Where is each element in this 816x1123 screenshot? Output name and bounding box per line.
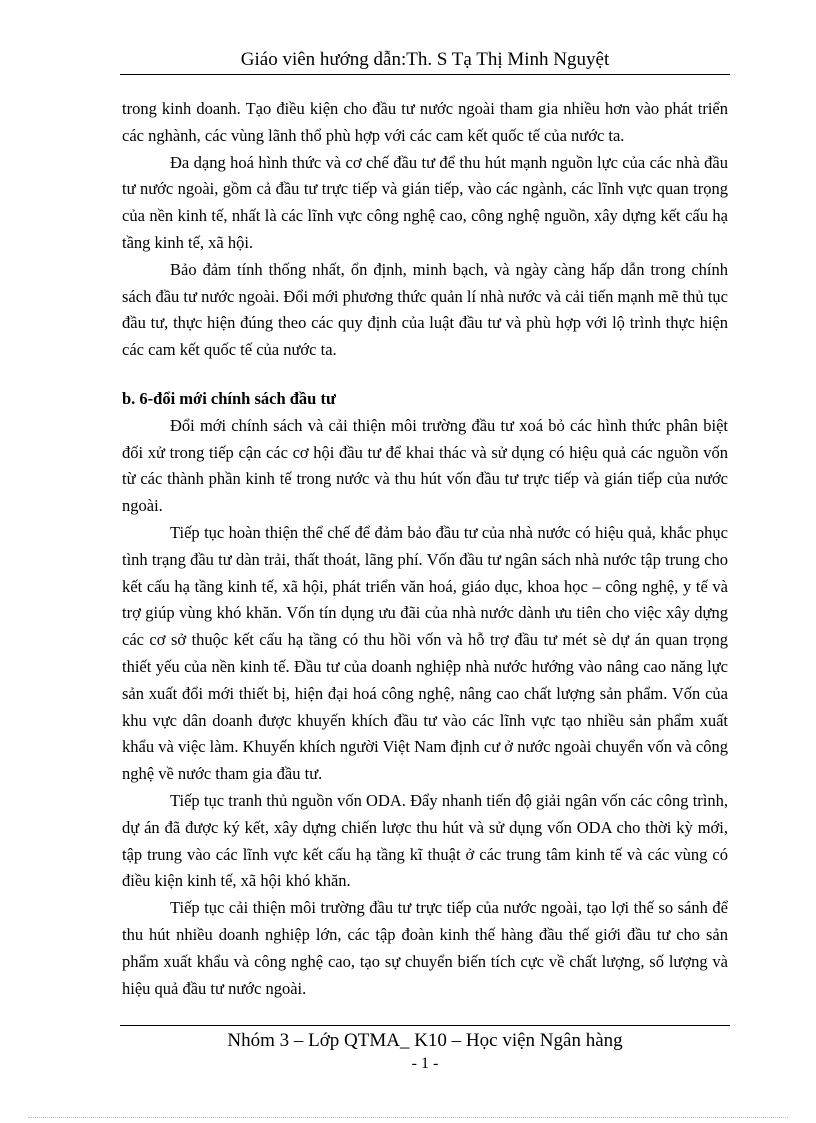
body-paragraph: Tiếp tục hoàn thiện thể chế để đảm bảo đầu tư của nhà nước có hiệu quả, khắc phục tình trạng đầu tư dàn trải, thất thoát, lãng phí. Vốn đầu tư ngân sách nhà nước tập trung cho kết cấu hạ tầng kinh tế, xã hội, phát triển văn hoá, giáo dục, khoa học – công nghệ, y tế và trợ giúp vùng khó khăn. Vốn tín dụng ưu đãi của nhà nước dành ưu tiên cho việc xây dựng các cơ sở thuộc kết cấu hạ tầng có thu hồi vốn và hỗ trợ đầu tư mét sè dự án quan trọng thiết yếu của nền kinh tế. Đầu tư của doanh nghiệp nhà nước hướng vào nâng cao năng lực sản xuất đổi mới thiết bị, hiện đại hoá công nghệ, nâng cao chất lượng sản phẩm. Vốn của khu vực dân doanh được khuyến khích đầu tư vào các lĩnh vực tạo nhiều sản phẩm xuất khẩu và việc làm. Khuyến khích người Việt Nam định cư ở nước ngoài chuyển vốn và công nghệ về nước tham gia đầu tư. bbox=[122, 522, 728, 784]
section-heading: b. 6-đổi mới chính sách đầu tư bbox=[122, 388, 336, 408]
footer-divider bbox=[120, 1025, 730, 1026]
body-paragraph: Bảo đảm tính thống nhất, ổn định, minh bạch, và ngày càng hấp dẫn trong chính sách đầu tư nước ngoài. Đổi mới phương thức quản lí nhà nước và cải tiến mạnh mẽ thủ tục đầu tư, thực hiện đúng theo các quy định của luật đầu tư và phù hợp với lộ trình thực hiện các cam kết quốc tế của nước ta. bbox=[122, 259, 728, 360]
page-header: Giáo viên hướng dẫn:Th. S Tạ Thị Minh Nguyệt bbox=[240, 49, 610, 70]
header-divider bbox=[120, 74, 730, 75]
page-boundary-divider bbox=[28, 1117, 788, 1118]
page-number: - 1 - bbox=[411, 1055, 439, 1072]
body-paragraph: trong kinh doanh. Tạo điều kiện cho đầu tư nước ngoài tham gia nhiều hơn vào phát triển các nghành, các vùng lãnh thổ phù hợp với các cam kết quốc tế của nước ta. bbox=[122, 99, 728, 145]
body-paragraph: Tiếp tục tranh thủ nguồn vốn ODA. Đẩy nhanh tiến độ giải ngân vốn các công trình, dự án đã được ký kết, xây dựng chiến lược thu hút và sử dụng vốn ODA cho thời kỳ mới, tập trung vào các lĩnh vực kết cấu hạ tầng kĩ thuật ở các trung tâm kinh tế và các vùng có điều kiện kinh tế, xã hội khó khăn. bbox=[122, 790, 728, 891]
body-paragraph: Đổi mới chính sách và cải thiện môi trường đầu tư xoá bỏ các hình thức phân biệt đối xử trong tiếp cận các cơ hội đầu tư để khai thác và sử dụng có hiệu quả các nguồn vốn từ các thành phần kinh tế trong nước và thu hút vốn đầu tư trực tiếp và gián tiếp của nước ngoài. bbox=[122, 415, 728, 516]
document-body bbox=[122, 96, 728, 1002]
body-paragraph: Đa dạng hoá hình thức và cơ chế đầu tư để thu hút mạnh nguồn lực của các nhà đầu tư nước ngoài, gồm cả đầu tư trực tiếp và gián tiếp, vào các ngành, các lĩnh vực quan trọng của nền kinh tế, nhất là các lĩnh vực công nghệ cao, công nghệ nguồn, xây dựng kết cấu hạ tầng kinh tế, xã hội. bbox=[122, 152, 728, 252]
page-footer: Nhóm 3 – Lớp QTMA_ K10 – Học viện Ngân hàng bbox=[227, 1030, 623, 1051]
body-paragraph: Tiếp tục cải thiện môi trường đầu tư trực tiếp của nước ngoài, tạo lợi thế so sánh để thu hút nhiều doanh nghiệp lớn, các tập đoàn kinh thế hàng đầu thế giới đầu tư cho sản phẩm xuất khẩu và công nghệ cao, tạo sự chuyển biến tích cực về chất lượng, số lượng và hiệu quả đầu tư nước ngoài. bbox=[122, 898, 728, 998]
